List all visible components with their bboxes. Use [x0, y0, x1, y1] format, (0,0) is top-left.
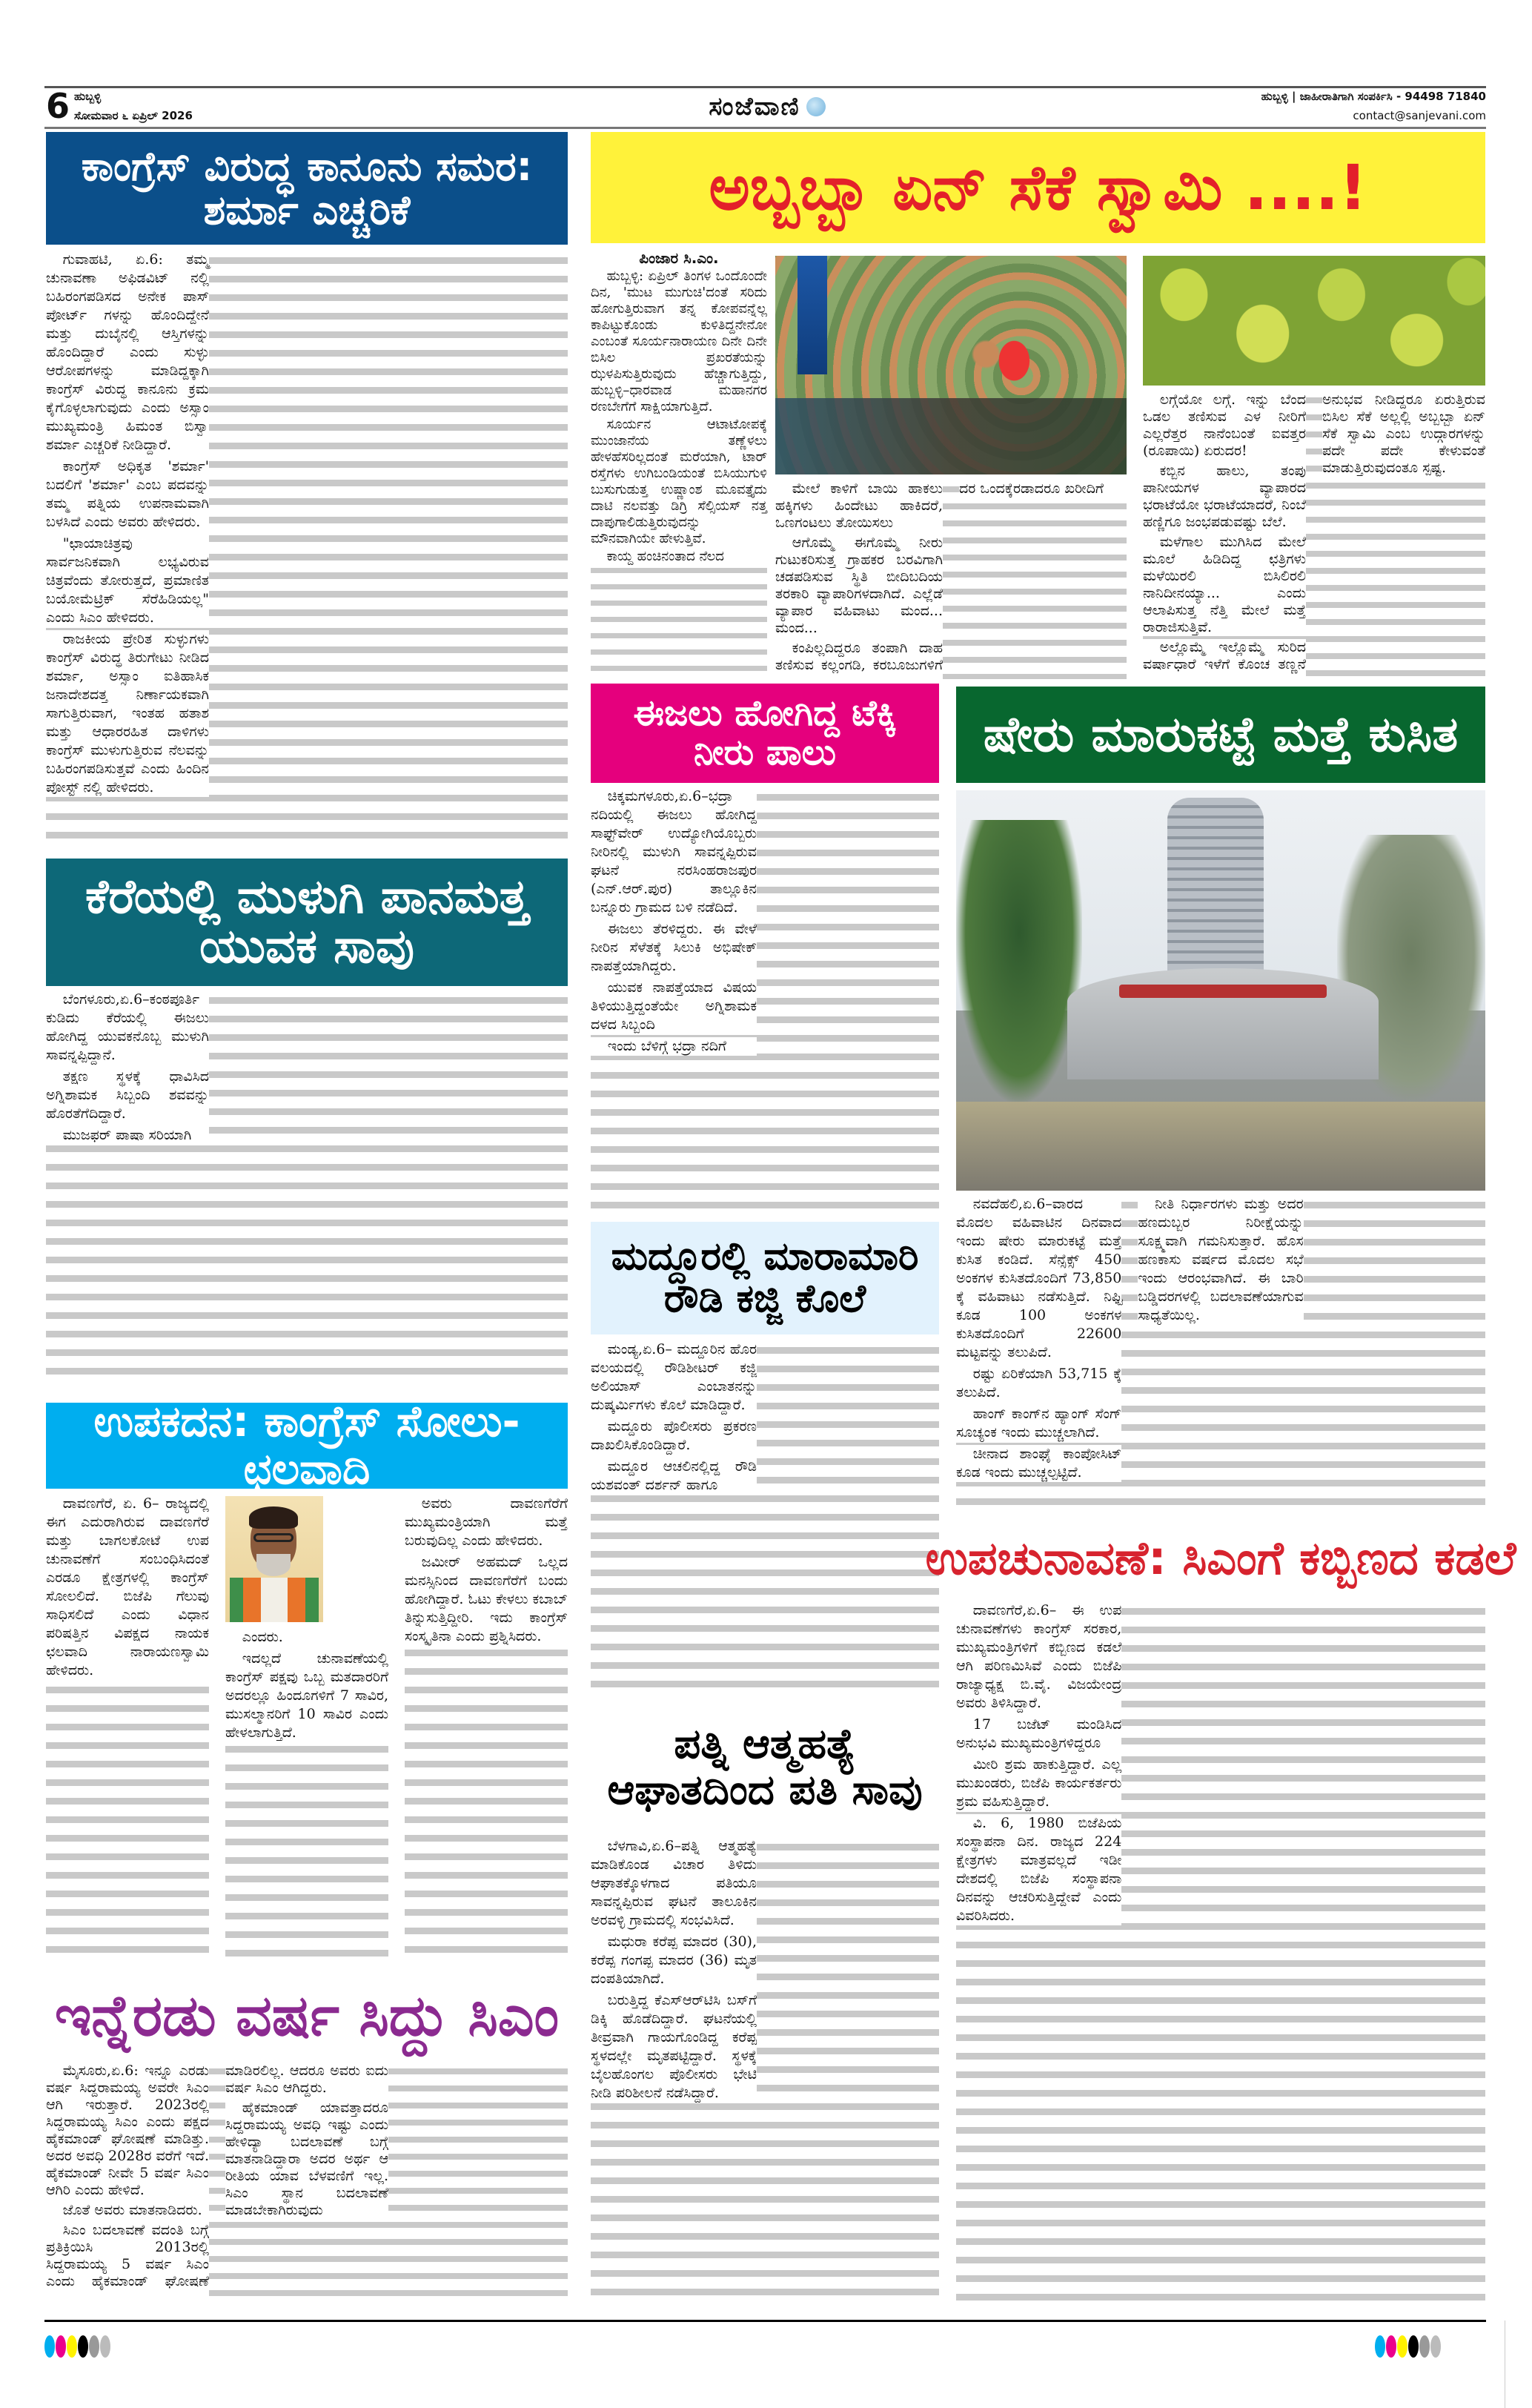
- paragraph: ಮಂಡ್ಯ,ಏ.6– ಮದ್ದೂರಿನ ಹೊರ ವಲಯದಲ್ಲಿ ರೌಡಿಶೀಟರ್ ಕಜ್ಜಿ ಅಲಿಯಾಸ್ ಎಂಬಾತನನ್ನು ದುಷ್ಕರ್ಮಿಗಳು ಕೊಲೆ ಮಾಡಿದ್ದಾರೆ.: [591, 1341, 757, 1413]
- byline: ಪಿಂಜಾರ ಸಿ.ಎಂ.: [639, 249, 719, 267]
- story-body-techie: [591, 787, 939, 1216]
- paragraph: ಮೈಸೂರು,ಏ.6: ಇನ್ನೂ ಎರಡು ವರ್ಷ ಸಿದ್ದರಾಮಯ್ಯ ಅವರೇ ಸಿಎಂ ಆಗಿ ಇರುತ್ತಾರೆ. 2023ರಲ್ಲಿ ಸಿದ್ದರಾಮಯ್ಯ ಸಿಎಂ ಎಂದು ಪಕ್ಷದ ಹೈಕಮಾಂಡ್ ಘೋಷಣೆ ಮಾಡಿತ್ತು. ಅದರ ಅವಧಿ 2028ರ ವರೆಗೆ ಇದೆ. ಹೈಕಮಾಂಡ್ ನೀವೇ 5 ವರ್ಷ ಸಿಎಂ ಆಗಿರಿ ಎಂದು ಹೇಳಿದೆ.: [46, 2063, 209, 2198]
- cyan-dot: [1375, 2335, 1385, 2358]
- paragraph: ಕಾಯ್ದ ಹಂಚಿನಂತಾದ ನೆಲದ: [591, 549, 767, 565]
- paragraph: ಕಂಪಿಲ್ಲದಿದ್ದರೂ ತಂಪಾಗಿ ದಾಹ ತಣಿಸುವ ಕಲ್ಲಂಗಡಿ, ಕರಬೂಜುಗಳಿಗೆ ದರ ಒಂದಕ್ಕೆರಡಾದರೂ ಖರೀದಿಗೆ: [775, 480, 1127, 679]
- ad-contact: ಹುಬ್ಬಳ್ಳಿ | ಜಾಹೀರಾತಿಗಾಗಿ ಸಂಪರ್ಕಿಸಿ - 94498 71840: [1261, 90, 1486, 103]
- paragraph: ಮುಜಫರ್ ಪಾಷಾ ಸರಿಯಾಗಿ: [46, 1126, 209, 1145]
- headline-siddu: [46, 1975, 568, 2057]
- headline-upakadana: [46, 1396, 568, 1494]
- paragraph: ಯುವಕ ನಾಪತ್ತೆಯಾದ ವಿಷಯ ತಿಳಿಯುತ್ತಿದ್ದಂತೆಯೇ ಅಗ್ನಿಶಾಮಕ ದಳದ ಸಿಬ್ಬಂದಿ: [591, 979, 757, 1033]
- black-dot: [1408, 2335, 1419, 2358]
- paragraph: ಮಳೆಗಾಲ ಮುಗಿಸಿದ ಮೇಲೆ ಮೂಲೆ ಹಿಡಿದಿದ್ದ ಛತ್ರಿಗಳು ಮಳೆಯಿರಲಿ ಬಿಸಿಲಿರಲಿ ನಾನಿದೀನಯ್ಯಾ... ಎಂದು ಆಲಾಪಿಸುತ್ತ ನೆತ್ತಿ ಮೇಲೆ ಮತ್ತೆ ರಾರಾಜಿಸುತ್ತಿವೆ.: [1143, 534, 1306, 635]
- paragraph: "ಛಾಯಾಚಿತ್ರವು ಸಾರ್ವಜನಿಕವಾಗಿ ಲಭ್ಯವಿರುವ ಚಿತ್ರವೆಂದು ತೋರುತ್ತದೆ, ಪ್ರಮಾಣಿತ ಬಯೋಮೆಟ್ರಿಕ್ ಸೆರೆಹಿಡಿಯಲ್ಲ" ಎಂದು ಸಿಎಂ ಹೇಳಿದರು.: [46, 535, 209, 626]
- headline-text: ಅಬ್ಬಬ್ಬಾ ಏನ್ ಸೆಕೆ ಸ್ವಾಮಿ ....!: [709, 150, 1367, 224]
- headline-text: ಷೇರು ಮಾರುಕಟ್ಟೆ ಮತ್ತೆ ಕುಸಿತ: [983, 705, 1459, 763]
- paragraph: ಅವರು ದಾವಣಗೆರೆಗೆ ಮುಖ್ಯಮಂತ್ರಿಯಾಗಿ ಮತ್ತೆ ಬರುವುದಿಲ್ಲ ಎಂದು ಹೇಳಿದರು.: [405, 1495, 568, 1549]
- light-gray-dot: [100, 2335, 110, 2358]
- paragraph: ಮೀರಿ ಶ್ರಮ ಹಾಕುತ್ತಿದ್ದಾರೆ. ಎಲ್ಲ ಮುಖಂಡರು, ಬಿಜೆಪಿ ಕಾರ್ಯಕರ್ತರು ಶ್ರಮ ವಹಿಸುತ್ತಿದ್ದಾರೆ.: [956, 1756, 1122, 1810]
- paragraph: ಎಂದರು.: [225, 1628, 388, 1647]
- headline-text: ಉಪಚುನಾವಣೆ: ಸಿಎಂಗೆ ಕಬ್ಬಿಣದ ಕಡಲೆ: [925, 1530, 1516, 1585]
- magenta-dot: [56, 2335, 66, 2358]
- paragraph: ಜೊತೆ ಅವರು ಮಾತನಾಡಿದರು.: [46, 2202, 209, 2219]
- paragraph: ದಾವಣಗೆರೆ, ಏ. 6– ರಾಜ್ಯದಲ್ಲಿ ಈಗ ಎದುರಾಗಿರುವ ದಾವಣಗೆರೆ ಮತ್ತು ಬಾಗಲಕೋಟೆ ಉಪ ಚುನಾವಣೆಗೆ ಸಂಬಂಧಿಸಿದಂತೆ ಎರಡೂ ಕ್ಷೇತ್ರಗಳಲ್ಲಿ ಕಾಂಗ್ರೆಸ್ ಸೋಲಲಿದೆ. ಬಿಜೆಪಿ ಗೆಲುವು ಸಾಧಿಸಲಿದೆ ಎಂದು ವಿಧಾನ ಪರಿಷತ್ತಿನ ವಿಪಕ್ಷದ ನಾಯಕ ಛಲವಾದಿ ನಾರಾಯಣಸ್ವಾಮಿ ಹೇಳಿದರು.: [46, 1495, 209, 1678]
- paragraph: ವಿ. 6, 1980 ಬಿಜೆಪಿಯ ಸಂಸ್ಥಾಪನಾ ದಿನ. ರಾಜ್ಯದ 224 ಕ್ಷೇತ್ರಗಳು ಮಾತ್ರವಲ್ಲದೆ ಇಡೀ ದೇಶದಲ್ಲಿ ಬಿಜೆಪಿ ಸಂಸ್ಥಾಪನಾ ದಿನವನ್ನು ಆಚರಿಸುತ್ತಿದ್ದೇವೆ ಎಂದು ವಿವರಿಸಿದರು.: [956, 1815, 1122, 1924]
- pepsi-sign: [797, 256, 827, 374]
- cart-shadow: [775, 398, 1127, 474]
- paragraph: ಮದ್ದೂರು ಪೊಲೀಸರು ಪ್ರಕರಣ ದಾಖಲಿಸಿಕೊಂಡಿದ್ದಾರೆ.: [591, 1418, 757, 1453]
- paragraph: ದಾವಣಗೆರೆ,ಏ.6– ಈ ಉಪ ಚುನಾವಣೆಗಳು ಕಾಂಗ್ರೆಸ್ ಸರಕಾರ, ಮುಖ್ಯಮಂತ್ರಿಗಳಿಗೆ ಕಬ್ಬಿಣದ ಕಡಲೆ ಆಗಿ ಪರಿಣಮಿಸಿವೆ ಎಂದು ಬಿಜೆಪಿ ರಾಜ್ಯಾಧ್ಯಕ್ಷ ಬಿ.ವೈ. ವಿಜಯೇಂದ್ರ ಅವರು ತಿಳಿಸಿದ್ದಾರೆ.: [956, 1602, 1122, 1711]
- logo-text: ಸಂಜೆವಾಣಿ: [709, 92, 800, 122]
- beard: [256, 1554, 291, 1576]
- story-body-sensex: [956, 1195, 1485, 1514]
- paragraph: ಹೈಕಮಾಂಡ್ ಯಾವತ್ತಾದರೂ ಸಿದ್ದರಾಮಯ್ಯ ಅವಧಿ ಇಷ್ಟು ಎಂದು ಹೇಳಿದ್ಯಾ ಬದಲಾವಣೆ ಬಗ್ಗೆ ಮಾತನಾಡಿದ್ದಾರಾ ಅದರ ಅರ್ಥ ಆ ರೀತಿಯ ಯಾವ ಬೆಳವಣಿಗೆ ಇಲ್ಲ. ಸಿಎಂ ಸ್ಥಾನ ಬದಲಾವಣೆ ಮಾಡಬೇಕಾಗಿರುವುದು: [225, 2100, 388, 2218]
- paragraph: ಸೂರ್ಯನ ಆಟಾಟೋಪಕ್ಕೆ ಮುಂಜಾನೆಯ ತಣ್ಣೆಳಲು ಹೇಳಹೆಸರಿಲ್ಲದಂತೆ ಮರೆಯಾಗಿ, ಟಾರ್ ರಸ್ತೆಗಳು ಉಗಿಬಂಡಿಯಂತೆ ಬಿಸಿಯುಗುಳಿ ಬುಸುಗುಡುತ್ತ ಉಷ್ಣಾಂಶ ಮೂವತ್ತೈದು ದಾಟಿ ನಲವತ್ತು ಡಿಗ್ರಿ ಸೆಲ್ಸಿಯಸ್ ನತ್ತ ದಾಪುಗಾಲಿಡುತ್ತಿರುವುದನ್ನು ಮೌನವಾಗಿಯೇ ಹೇಳುತ್ತಿವೆ.: [591, 417, 767, 546]
- paragraph: ಕಾಂಗ್ರೆಸ್ ಅಧಿಕೃತ 'ಶರ್ಮಾ' ಬದಲಿಗೆ 'ಶರ್ಮಾ' ಎಂಬ ಪದವನ್ನು ತಮ್ಮ ಪತ್ನಿಯ ಉಪನಾಮವಾಗಿ ಬಳಸಿದೆ ಎಂದು ಅವರು ಹೇಳಿದರು.: [46, 458, 209, 530]
- edition-city: ಹುಬ್ಬಳ್ಳಿ: [74, 90, 102, 103]
- color-registration-marks-right: [1375, 2335, 1442, 2361]
- newspaper-logo: [652, 89, 882, 125]
- paragraph: ಬೆಂಗಳೂರು,ಏ.6–ಕಂಠಪೂರ್ತಿ ಕುಡಿದು ಕೆರೆಯಲ್ಲಿ ಈಜಲು ಹೋಗಿದ್ದ ಯುವಕನೊಬ್ಬ ಮುಳುಗಿ ಸಾವನ್ನಪ್ಪಿದ್ದಾನೆ.: [46, 991, 209, 1063]
- paragraph: 17 ಬಜೆಟ್ ಮಂಡಿಸಿದ ಅನುಭವಿ ಮುಖ್ಯಮಂತ್ರಿಗಳಿದ್ದರೂ: [956, 1716, 1122, 1751]
- paragraph: ಚಿಕ್ಕಮಗಳೂರು,ಏ.6–ಭದ್ರಾ ನದಿಯಲ್ಲಿ ಈಜಲು ಹೋಗಿದ್ದ ಸಾಫ್ಟ್‌ವೇರ್ ಉದ್ಯೋಗಿಯೊಬ್ಬರು ನೀರಿನಲ್ಲಿ ಮುಳುಗಿ ಸಾವನ್ನಪ್ಪಿರುವ ಘಟನೆ ನರಸಿಂಹರಾಜಪುರ (ಎನ್.ಆರ್.ಪುರ) ತಾಲ್ಲೂಕಿನ ಬನ್ನೂರು ಗ್ರಾಮದ ಬಳಿ ನಡೆದಿದೆ.: [591, 788, 757, 916]
- yellow-dot: [67, 2335, 77, 2358]
- paragraph: ಆಗೊಮ್ಮೆ ಈಗೊಮ್ಮೆ ನೀರು ಗುಟುಕರಿಸುತ್ತ ಗ್ರಾಹಕರ ಬರವಿಗಾಗಿ ಚಡಪಡಿಸುವ ಸ್ಥಿತಿ ಬೀದಿಬದಿಯ ತರಕಾರಿ ವ್ಯಾಪಾರಿಗಳದಾಗಿದೆ. ಎಲ್ಲೆಡೆ ವ್ಯಾಪಾರ ವಹಿವಾಟು ಮಂದ... ಮಂದ...: [775, 535, 943, 636]
- watermelon-stall-photo: [775, 256, 1127, 474]
- masthead-rule: [44, 127, 1486, 129]
- photo-caption-coconut: [1143, 391, 1485, 679]
- gray-dot: [1419, 2335, 1430, 2358]
- paragraph: ಜಮೀರ್ ಅಹಮದ್ ಒಲ್ಲದ ಮನಸ್ಸಿನಿಂದ ದಾವಣಗೆರೆಗೆ ಬಂದು ಹೋಗಿದ್ದಾರೆ. ಓಟು ಕೇಳಲು ಕಬಾಬ್ ತಿನ್ನುಸುತ್ತಿದ್ದೀರಿ. ಇದು ಕಾಂಗ್ರೆಸ್ ಸಂಸ್ಕೃತಿನಾ ಎಂದು ಪ್ರಶ್ನಿಸಿದರು.: [405, 1554, 568, 1644]
- light-gray-dot: [1430, 2335, 1441, 2358]
- paragraph: ಮದ್ದೂರ ಆಚಲಿನಲ್ಲಿದ್ದ ರೌಡಿ ಯಶವಂತ್ ದರ್ಶನ್ ಹಾಗೂ: [591, 1458, 757, 1493]
- tender-coconut-photo: [1143, 256, 1485, 386]
- story-body-heat: [591, 268, 767, 678]
- paragraph: ರಷ್ಟು ಏರಿಕೆಯಾಗಿ 53,715 ಕ್ಕೆ ತಲುಪಿದೆ.: [956, 1366, 1122, 1400]
- headline-text: ಇನ್ನೆರಡು ವರ್ಷ ಸಿದ್ದು ಸಿಎಂ: [54, 1982, 560, 2049]
- paragraph: ಸಿಎಂ ಬದಲಾವಣೆ ವದಂತಿ ಬಗ್ಗೆ ಪ್ರತಿಕ್ರಿಯಿಸಿ 2013ರಲ್ಲಿ ಸಿದ್ದರಾಮಯ್ಯ 5 ವರ್ಷ ಸಿಎಂ ಎಂದು ಹೈಕಮಾಂಡ್ ಘೋಷಣೆ ಮಾಡಿರಲಿಲ್ಲ. ಆದರೂ ಅವರು ಐದು ವರ್ಷ ಸಿಎಂ ಆಗಿದ್ದರು.: [46, 2063, 388, 2307]
- story-body-siddu: [46, 2063, 568, 2307]
- black-dot: [78, 2335, 88, 2358]
- headline-techie: [591, 684, 939, 783]
- headline-text: ಮದ್ದೂರಲ್ಲಿ ಮಾರಾಮಾರಿ ರೌಡಿ ಕಜ್ಜಿ ಕೊಲೆ: [611, 1234, 919, 1321]
- bottom-rule: [44, 2320, 1486, 2322]
- paragraph: ನವದೆಹಲಿ,ಏ.6–ವಾರದ ಮೊದಲ ವಹಿವಾಟಿನ ದಿನವಾದ ಇಂದು ಷೇರು ಮಾರುಕಟ್ಟೆ ಮತ್ತೆ ಕುಸಿತ ಕಂಡಿದೆ. ಸೆನ್ಸೆಕ್ಸ್ 450 ಅಂಕಗಳ ಕುಸಿತದೊಂದಿಗೆ 73,850 ಕ್ಕೆ ವಹಿವಾಟು ನಡೆಸುತ್ತಿದೆ. ನಿಫ್ಟಿ ಕೂಡ 100 ಅಂಕಗಳ ಕುಸಿತದೊಂದಿಗೆ 22600 ಮಟ್ಟವನ್ನು ತಲುಪಿದೆ.: [956, 1196, 1122, 1360]
- paragraph: ಹುಬ್ಬಳ್ಳಿ: ಏಪ್ರಿಲ್ ತಿಂಗಳ ಒಂದೊಂದೇ ದಿನ, 'ಮುಟ ಮುಗುಚಿ'ದಂತೆ ಸರಿದು ಹೋಗುತ್ತಿರುವಾಗ ತನ್ನ ಕೋಪವನ್ನೆಲ್ಲ ಕಾಪಿಟ್ಟುಕೊಂಡು ಕುಳಿತಿದ್ದನೇನೋ ಎಂಬಂತೆ ಸೂರ್ಯನಾರಾಯಣ ದಿನೇ ದಿನೇ ಬಿಸಿಲ ಪ್ರಖರತೆಯನ್ನು ಝಳಪಿಸುತ್ತಿರುವುದು ಹೆಚ್ಚಾಗುತ್ತಿದ್ದು, ಹುಬ್ಬಳ್ಳಿ–ಧಾರವಾಡ ಮಹಾನಗರ ರಣಬೇಗೆಗೆ ಸಾಕ್ಷಿಯಾಗುತ್ತಿದೆ.: [591, 268, 767, 414]
- paragraph: ಇದಲ್ಲದೆ ಚುನಾವಣೆಯಲ್ಲಿ ಕಾಂಗ್ರೆಸ್ ಪಕ್ಷವು ಒಬ್ಬ ಮತದಾರರಿಗೆ ಅದರಲ್ಲೂ ಹಿಂದೂಗಳಿಗೆ 7 ಸಾವಿರ, ಮುಸಲ್ಮಾನರಿಗೆ 10 ಸಾವಿರ ಎಂದು ಹೇಳಲಾಗುತ್ತಿದೆ.: [225, 1650, 388, 1741]
- headline-text: ಕಾಂಗ್ರೆಸ್ ವಿರುದ್ಧ ಕಾನೂನು ಸಮರ: ಶರ್ಮಾ ಎಚ್ಚರಿಕೆ: [81, 142, 533, 234]
- headline-text: ಈಜಲು ಹೋಗಿದ್ದ ಟೆಕ್ಕಿ ನೀರು ಪಾಲು: [633, 692, 897, 773]
- edition-date: ಸೋಮವಾರ ೬ ಏಪ್ರಿಲ್ 2026: [74, 109, 193, 122]
- story-body-upakadana-col3: [405, 1495, 568, 1962]
- paragraph: ರಾಜಕೀಯ ಪ್ರೇರಿತ ಸುಳ್ಳುಗಳು ಕಾಂಗ್ರೆಸ್ ವಿರುದ್ಧ ತಿರುಗೇಟು ನೀಡಿದ ಶರ್ಮಾ, ಅಸ್ಸಾಂ ಐತಿಹಾಸಿಕ ಜನಾದೇಶದತ್ತ ನಿರ್ಣಾಯಕವಾಗಿ ಸಾಗುತ್ತಿರುವಾಗ, ಇಂತಹ ಹತಾಶ ಮತ್ತು ಆಧಾರರಹಿತ ದಾಳಿಗಳು ಕಾಂಗ್ರೆಸ್ ಮುಳುಗುತ್ತಿರುವ ನೆಲವನ್ನು ಬಹಿರಂಗಪಡಿಸುತ್ತವೆ ಎಂದು ಹಿಂದಿನ ಪೋಸ್ಟ್ ನಲ್ಲಿ ಹೇಳಿದರು.: [46, 631, 209, 796]
- street: [956, 1102, 1485, 1191]
- top-rule: [44, 86, 1486, 88]
- glasses: [253, 1533, 294, 1542]
- hair: [249, 1506, 298, 1529]
- photo-caption-watermelon: [775, 480, 1127, 679]
- story-body-maddur: [591, 1340, 939, 1693]
- headline-text: ಪತ್ನಿ ಆತ್ಮಹತ್ಯೆ ಆಘಾತದಿಂದ ಪತಿ ಸಾವು: [607, 1720, 923, 1814]
- paragraph: ಮಧುರಾ ಕರೆಪ್ಪ ಮಾದರ (30), ಕರೆಪ್ಪ ಗಂಗಪ್ಪ ಮಾದರ (36) ಮೃತ ದಂಪತಿಯಾಗಿದೆ.: [591, 1934, 757, 1987]
- paragraph: ಬೆಳಗಾವಿ,ಏ.6–ಪತ್ನಿ ಆತ್ಮಹತ್ಯೆ ಮಾಡಿಕೊಂಡ ವಿಚಾರ ತಿಳಿದು ಆಘಾತಕ್ಕೊಳಗಾದ ಪತಿಯೂ ಸಾವನ್ನಪ್ಪಿರುವ ಘಟನೆ ತಾಲೂಕಿನ ಅರವಳ್ಳಿ ಗ್ರಾಮದಲ್ಲಿ ಸಂಭವಿಸಿದೆ.: [591, 1838, 757, 1928]
- contact-email[interactable]: contact@sanjevani.com: [1353, 109, 1486, 122]
- paragraph: ಗುವಾಹಟಿ, ಏ.6: ತಮ್ಮ ಚುನಾವಣಾ ಅಫಿಡವಿಟ್ ನಲ್ಲಿ ಬಹಿರಂಗಪಡಿಸದ ಅನೇಕ ಪಾಸ್ ಪೋರ್ಟ್ ಗಳನ್ನು ಹೊಂದಿದ್ದೇನೆ ಮತ್ತು ದುಬೈನಲ್ಲಿ ಆಸ್ತಿಗಳನ್ನು ಹೊಂದಿದ್ದಾರೆ ಎಂದು ಸುಳ್ಳು ಆರೋಪಗಳನ್ನು ಮಾಡಿದ್ದಕ್ಕಾಗಿ ಕಾಂಗ್ರೆಸ್ ವಿರುದ್ಧ ಕಾನೂನು ಕ್ರಮ ಕೈಗೊಳ್ಳಲಾಗುವುದು ಎಂದು ಅಸ್ಸಾಂ ಮುಖ್ಯಮಂತ್ರಿ ಹಿಮಂತ ಬಿಸ್ವಾ ಶರ್ಮಾ ಎಚ್ಚರಿಕೆ ನೀಡಿದ್ದಾರೆ.: [46, 251, 209, 453]
- paragraph: ಚೀನಾದ ಶಾಂಘೈ ಕಾಂಪೋಸಿಟ್ ಕೂಡ ಇಂದು ಮುಚ್ಚಲ್ಪಟ್ಟಿದೆ.: [956, 1446, 1122, 1481]
- paragraph: ಅಲ್ಲೊಮ್ಮೆ ಇಲ್ಲೊಮ್ಮೆ ಸುರಿದ ವರ್ಷಾಧಾರೆ ಇಳೆಗೆ ಕೊಂಚ ತಣ್ಣನೆ ಅನುಭವ ನೀಡಿದ್ದರೂ ಏರುತ್ತಿರುವ ಬಿಸಿಲ ಸೆಕೆ ಅಲ್ಲಲ್ಲಿ ಅಬ್ಬಬ್ಬಾ ಏನ್ ಸೆಕೆ ಸ್ವಾಮಿ ಎಂಬ ಉದ್ಗಾರಗಳನ್ನು ಪದೇ ಪದೇ ಕೇಳುವಂತೆ ಮಾಡುತ್ತಿರುವುದಂತೂ ಸ್ಪಷ್ಟ.: [1143, 391, 1485, 679]
- headline-pathni: [591, 1705, 939, 1830]
- story-body-upakadana-col2: [225, 1628, 388, 1962]
- stock-exchange-building-photo: [956, 790, 1485, 1191]
- saffron-scarf: [230, 1578, 319, 1622]
- headline-text: ಉಪಕದನ: ಕಾಂಗ್ರೆಸ್ ಸೋಲು- ಛಲವಾದಿ: [93, 1396, 520, 1494]
- story-body-upakadana-col1: [46, 1495, 209, 1962]
- headline-lake: [46, 859, 568, 986]
- paragraph: ಬರುತ್ತಿದ್ದ ಕೆಎಸ್‌ಆರ್‌ಟಿಸಿ ಬಸ್‌ಗೆ ಡಿಕ್ಕಿ ಹೊಡೆದಿದ್ದಾರೆ. ಘಟನೆಯಲ್ಲಿ ತೀವ್ರವಾಗಿ ಗಾಯಗೊಂಡಿದ್ದ ಕರೆಪ್ಪ ಸ್ಥಳದಲ್ಲೇ ಮೃತಪಟ್ಟಿದ್ದಾರೆ. ಸ್ಥಳಕ್ಕೆ ಬೈಲಹೊಂಗಲ ಪೊಲೀಸರು ಭೇಟಿ ನೀಡಿ ಪರಿಶೀಲನೆ ನಡೆಸಿದ್ದಾರೆ.: [591, 1992, 757, 2101]
- paragraph: ಈಜಲು ತೆರಳಿದ್ದರು. ಈ ವೇಳೆ ನೀರಿನ ಸೆಳೆತಕ್ಕೆ ಸಿಲುಕಿ ಅಭಿಷೇಕ್ ನಾಪತ್ತೆಯಾಗಿದ್ದರು.: [591, 921, 757, 974]
- paragraph: ತಕ್ಷಣ ಸ್ಥಳಕ್ಕೆ ಧಾವಿಸಿದ ಅಗ್ನಿಶಾಮಕ ಸಿಬ್ಬಂದಿ ಶವವನ್ನು ಹೊರತೆಗೆದಿದ್ದಾರೆ.: [46, 1068, 209, 1122]
- page-number: 6: [46, 86, 70, 126]
- story-body-sharma: [46, 251, 568, 844]
- story-body-bypoll: [956, 1601, 1485, 2307]
- paragraph: ಲಗ್ಗೆಯೋ ಲಗ್ಗೆ. ಇನ್ನು ಬೆಂದ ಒಡಲ ತಣಿಸುವ ಎಳ ನೀರಿಗೆ ಎಲ್ಲರೆತ್ತರ ನಾನೆಂಬಂತೆ ಐವತ್ತರ (ರೂಪಾಯಿ) ಏರುದರ!: [1143, 391, 1306, 459]
- story-body-lake: [46, 990, 568, 1383]
- headline-maddur: [591, 1222, 939, 1334]
- color-registration-marks-left: [44, 2335, 111, 2361]
- headline-text: ಕೆರೆಯಲ್ಲಿ ಮುಳುಗಿ ಪಾನಮತ್ತ ಯುವಕ ಸಾವು: [85, 869, 528, 974]
- headline-sensex: [956, 687, 1485, 783]
- paragraph: ಹಾಂಗ್ ಕಾಂಗ್‌ನ ಹ್ಯಾಂಗ್ ಸೆಂಗ್ ಸೂಚ್ಯಂಕ ಇಂದು ಮುಚ್ಚಲಾಗಿದೆ.: [956, 1406, 1122, 1440]
- headline-sharma: [46, 132, 568, 245]
- bse-sign: [1119, 985, 1327, 998]
- paragraph: ಇಂದು ಬೆಳಿಗ್ಗೆ ಭದ್ರಾ ನದಿಗೆ: [591, 1037, 757, 1056]
- globe-icon: [806, 97, 826, 116]
- headline-heat: [591, 132, 1485, 243]
- paragraph: ಕಬ್ಬಿನ ಹಾಲು, ತಂಪು ಪಾನೀಯಗಳ ವ್ಯಾಪಾರದ ಭರಾಟೆಯೋ ಭರಾಟೆಯಾದರೆ, ನಿಂಬೆ ಹಣ್ಣಿಗೂ ಜಂಭಪಡುವಷ್ಟು ಬೆಲೆ.: [1143, 463, 1306, 530]
- magenta-dot: [1386, 2335, 1396, 2358]
- paragraph: ನೀತಿ ನಿರ್ಧಾರಗಳು ಮತ್ತು ಅದರ ಹಣದುಬ್ಬರ ನಿರೀಕ್ಷೆಯನ್ನು ಸೂಕ್ಷ್ಮವಾಗಿ ಗಮನಿಸುತ್ತಾರೆ. ಹೊಸ ಹಣಕಾಸು ವರ್ಷದ ಮೊದಲ ಸಭೆ ಇಂದು ಆರಂಭವಾಗಿದೆ. ಈ ಬಾರಿ ಬಡ್ಡಿದರಗಳಲ್ಲಿ ಬದಲಾವಣೆಯಾಗುವ ಸಾಧ್ಯತೆಯಿಲ್ಲ.: [1138, 1196, 1304, 1323]
- headline-bypoll: [925, 1521, 1516, 1595]
- tree-left: [956, 820, 1082, 1102]
- story-body-pathni: [591, 1837, 939, 2307]
- politician-portrait-photo: [225, 1496, 323, 1622]
- gray-dot: [89, 2335, 99, 2358]
- cyan-dot: [44, 2335, 55, 2358]
- paragraph: ಮೇಲೆ ಕಾಳಿಗೆ ಬಾಯಿ ಹಾಕಲು ಹಕ್ಕಿಗಳು ಹಿಂದೇಟು ಹಾಕಿದರೆ, ಒಣಗಂಟಲು ತೋಯಿಸಲು: [775, 480, 943, 531]
- yellow-dot: [1397, 2335, 1407, 2358]
